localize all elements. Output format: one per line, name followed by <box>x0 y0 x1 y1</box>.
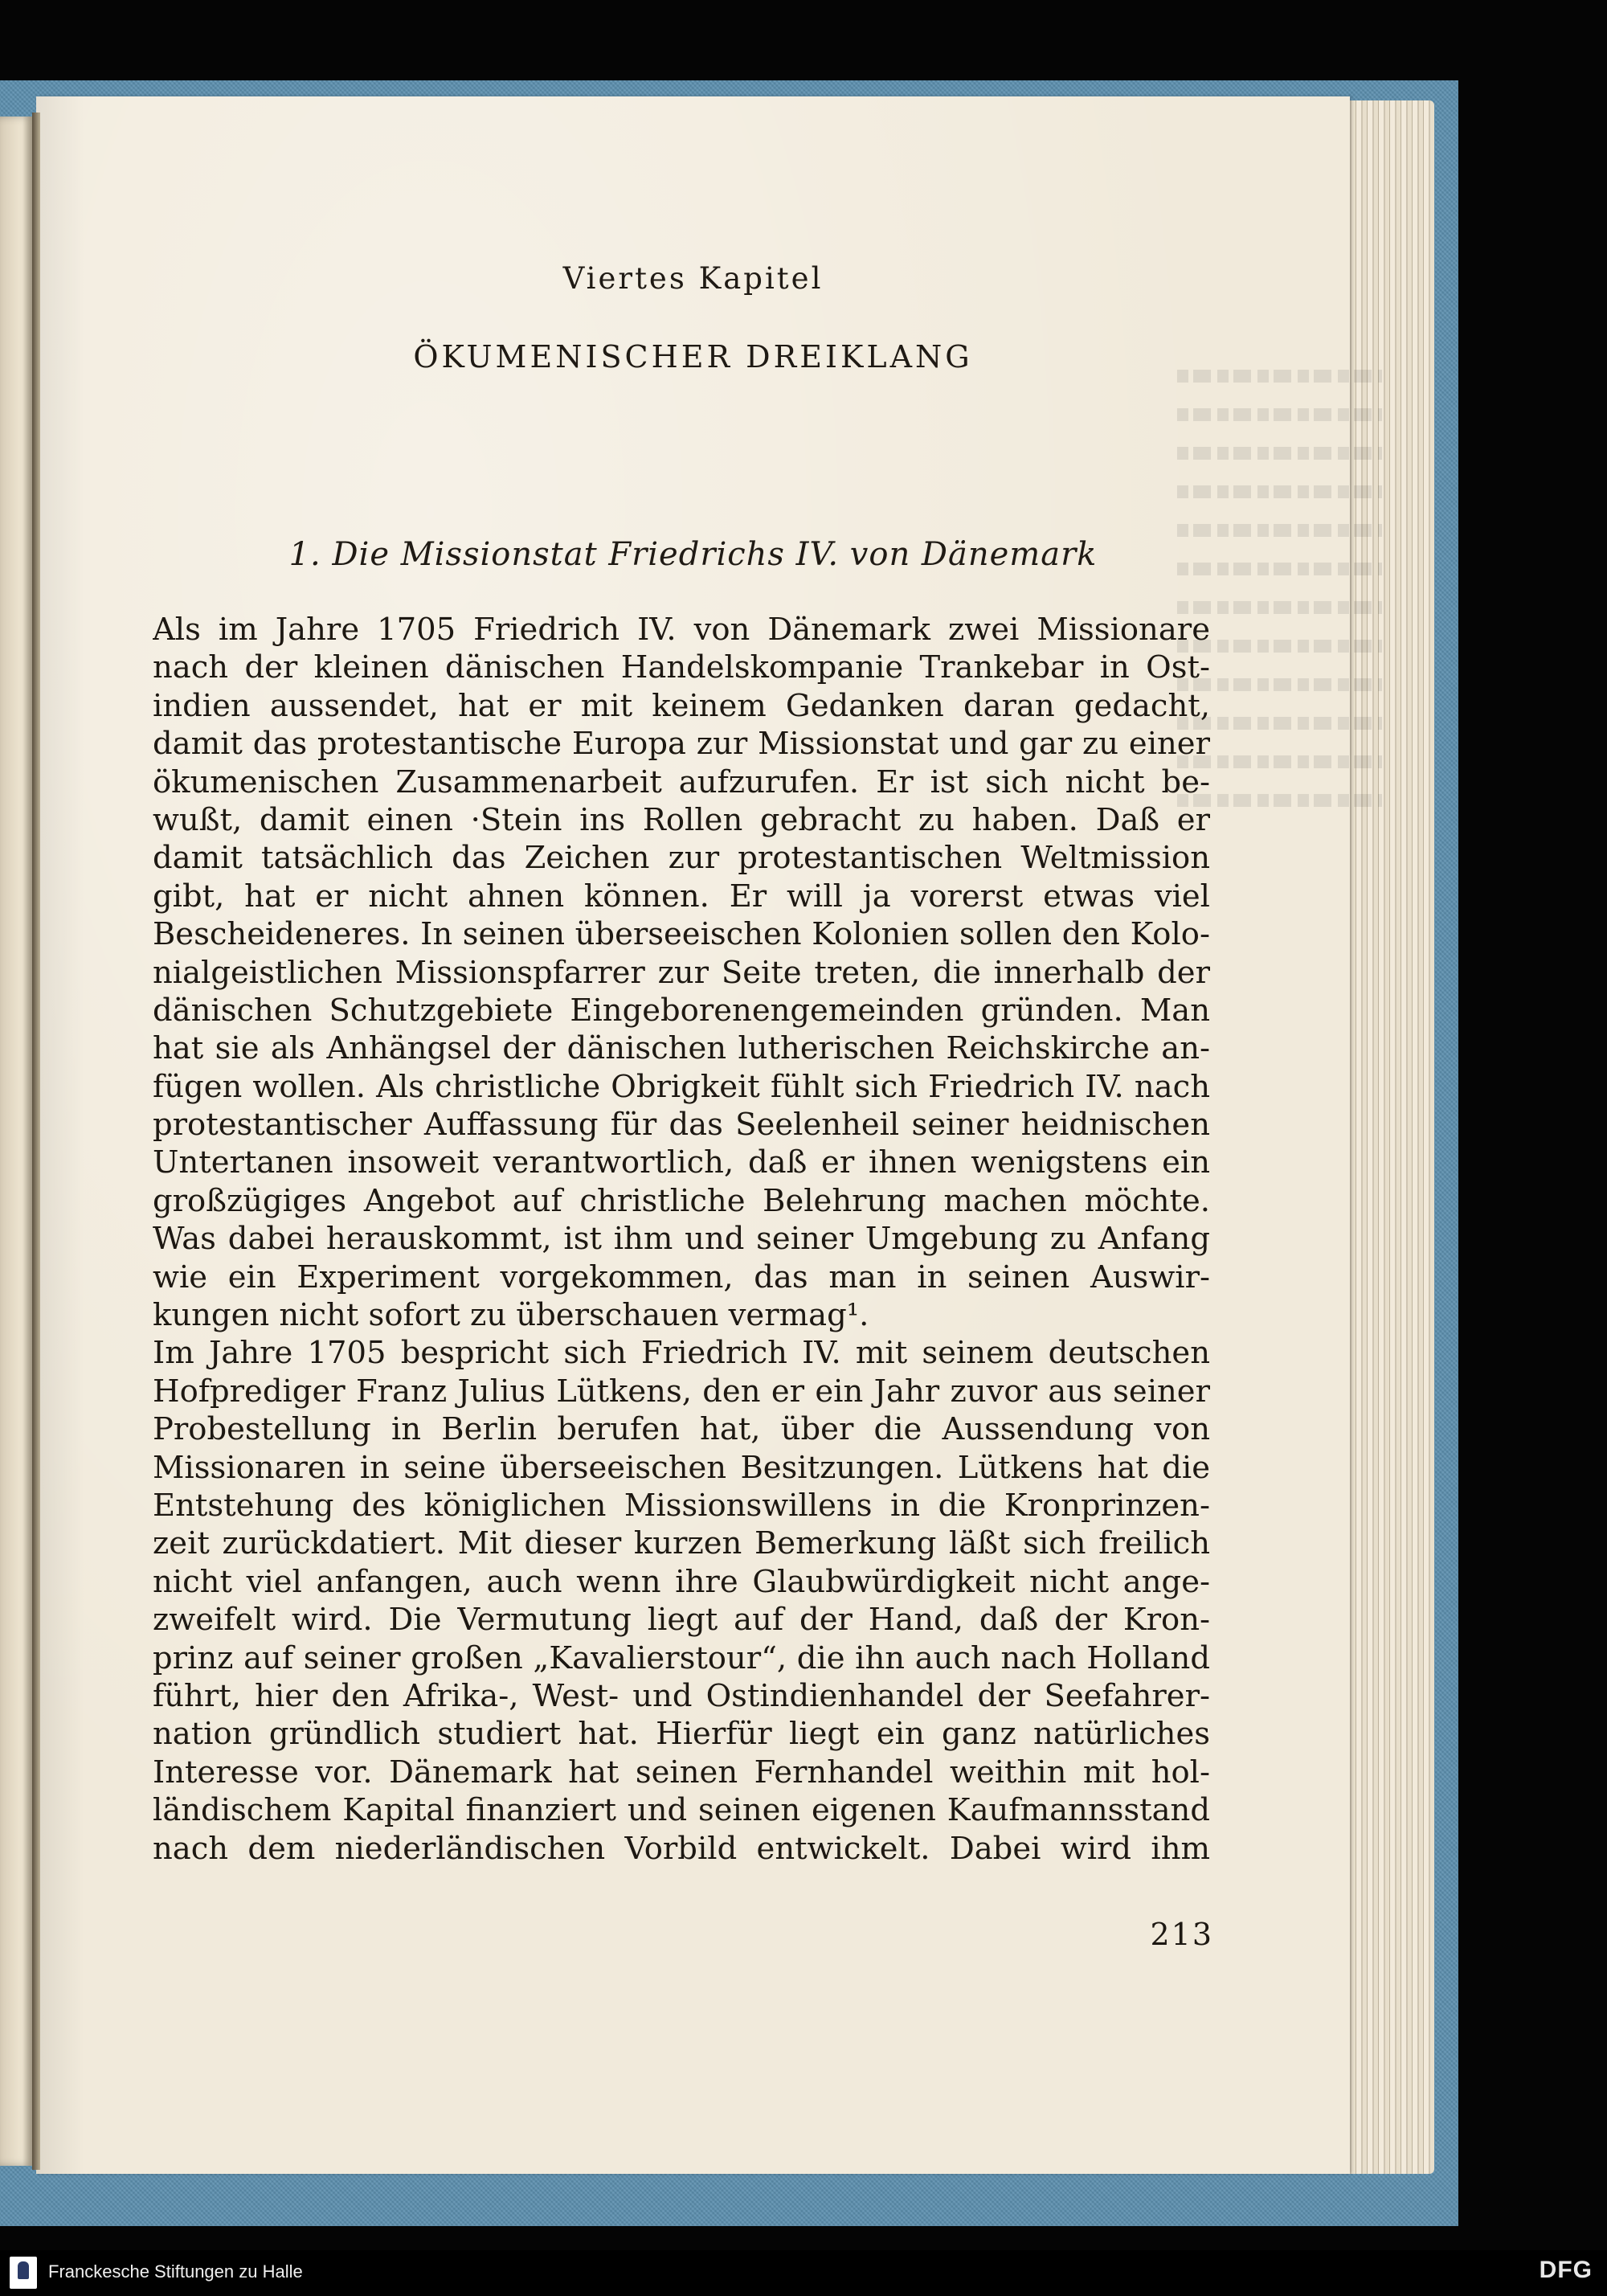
body-line: wußt, damit einen ·Stein ins Rollen gebracht zu haben. Daß er <box>153 801 1210 838</box>
body-line: Missionaren in seine überseeischen Besitzungen. Lütkens hat die <box>153 1449 1210 1486</box>
book-page <box>36 96 1350 2174</box>
body-line: Hofprediger Franz Julius Lütkens, den er ein Jahr zuvor aus seiner <box>153 1373 1210 1410</box>
body-line: damit tatsächlich das Zeichen zur protestantischen Weltmission <box>153 840 1210 877</box>
body-line: nach dem niederländischen Vorbild entwickelt. Dabei wird ihm <box>153 1830 1210 1867</box>
book-gutter <box>32 113 40 2170</box>
body-line: nation gründlich studiert hat. Hierfür liegt ein ganz natürliches <box>153 1716 1210 1753</box>
body-line: ökumenischen Zusammenarbeit aufzurufen. Er ist sich nicht be- <box>153 763 1210 800</box>
body-line: nicht viel anfangen, auch wenn ihre Glaubwürdigkeit nicht ange- <box>153 1563 1210 1600</box>
body-line: hat sie als Anhängsel der dänischen lutherischen Reichskirche an- <box>153 1030 1210 1067</box>
body-line: Im Jahre 1705 bespricht sich Friedrich IV. mit seinem deutschen <box>153 1335 1210 1372</box>
body-text <box>153 611 1210 1868</box>
chapter-title: ÖKUMENISCHER DREIKLANG <box>413 339 973 374</box>
previous-page-edge <box>0 117 32 2166</box>
body-line: Probestellung in Berlin berufen hat, über die Aussendung von <box>153 1411 1210 1448</box>
footer-dfg-logo: DFG <box>1539 2257 1593 2283</box>
chapter-label: Viertes Kapitel <box>562 261 824 296</box>
body-line: Als im Jahre 1705 Friedrich IV. von Dänemark zwei Missionare <box>153 612 1210 648</box>
body-line: Was dabei herauskommt, ist ihm und seiner Umgebung zu Anfang <box>153 1221 1210 1258</box>
body-line: führt, hier den Afrika-, West- und Ostindienhandel der Seefahrer- <box>153 1677 1210 1714</box>
body-line: nach der kleinen dänischen Handelskompanie Trankebar in Ost- <box>153 649 1210 686</box>
body-line: großzügiges Angebot auf christliche Belehrung machen möchte. <box>153 1182 1210 1219</box>
body-line: Interesse vor. Dänemark hat seinen Fernhandel weithin mit hol- <box>153 1754 1210 1791</box>
body-line: dänischen Schutzgebiete Eingeborenengemeinden gründen. Man <box>153 992 1210 1029</box>
body-line: kungen nicht sofort zu überschauen vermag¹. <box>153 1297 869 1334</box>
body-line: wie ein Experiment vorgekommen, das man in seinen Auswir- <box>153 1259 1210 1295</box>
section-title: 1. Die Missionstat Friedrichs IV. von Dänemark <box>288 536 1098 573</box>
body-line: protestantischer Auffassung für das Seelenheil seiner heidnischen <box>153 1107 1210 1144</box>
body-line: ländischem Kapital finanziert und seinen eigenen Kaufmannsstand <box>153 1792 1210 1829</box>
body-line: zeit zurückdatiert. Mit dieser kurzen Bemerkung läßt sich freilich <box>153 1525 1210 1562</box>
body-line: Bescheideneres. In seinen überseeischen Kolonien sollen den Kolo- <box>153 916 1210 953</box>
page-number: 213 <box>1150 1917 1213 1952</box>
body-line: prinz auf seiner großen „Kavalierstour“, die ihn auch nach Holland <box>153 1639 1210 1676</box>
body-line: fügen wollen. Als christliche Obrigkeit fühlt sich Friedrich IV. nach <box>153 1068 1210 1105</box>
body-line: Untertanen insoweit verantwortlich, daß er ihnen wenigstens ein <box>153 1144 1210 1181</box>
body-line: damit das protestantische Europa zur Missionstat und gar zu einer <box>153 726 1210 763</box>
body-line: zweifelt wird. Die Vermutung liegt auf der Hand, daß der Kron- <box>153 1602 1210 1639</box>
institution-logo-icon <box>10 2257 37 2289</box>
body-line: gibt, hat er nicht ahnen können. Er will ja vorerst etwas viel <box>153 878 1210 915</box>
body-line: Entstehung des königlichen Missionswillens in die Kronprinzen- <box>153 1487 1210 1524</box>
body-line: nialgeistlichen Missionspfarrer zur Seite treten, die innerhalb der <box>153 954 1210 991</box>
footer-institution: Franckesche Stiftungen zu Halle <box>48 2261 303 2282</box>
body-line: indien aussendet, hat er mit keinem Gedanken daran gedacht, <box>153 687 1210 724</box>
